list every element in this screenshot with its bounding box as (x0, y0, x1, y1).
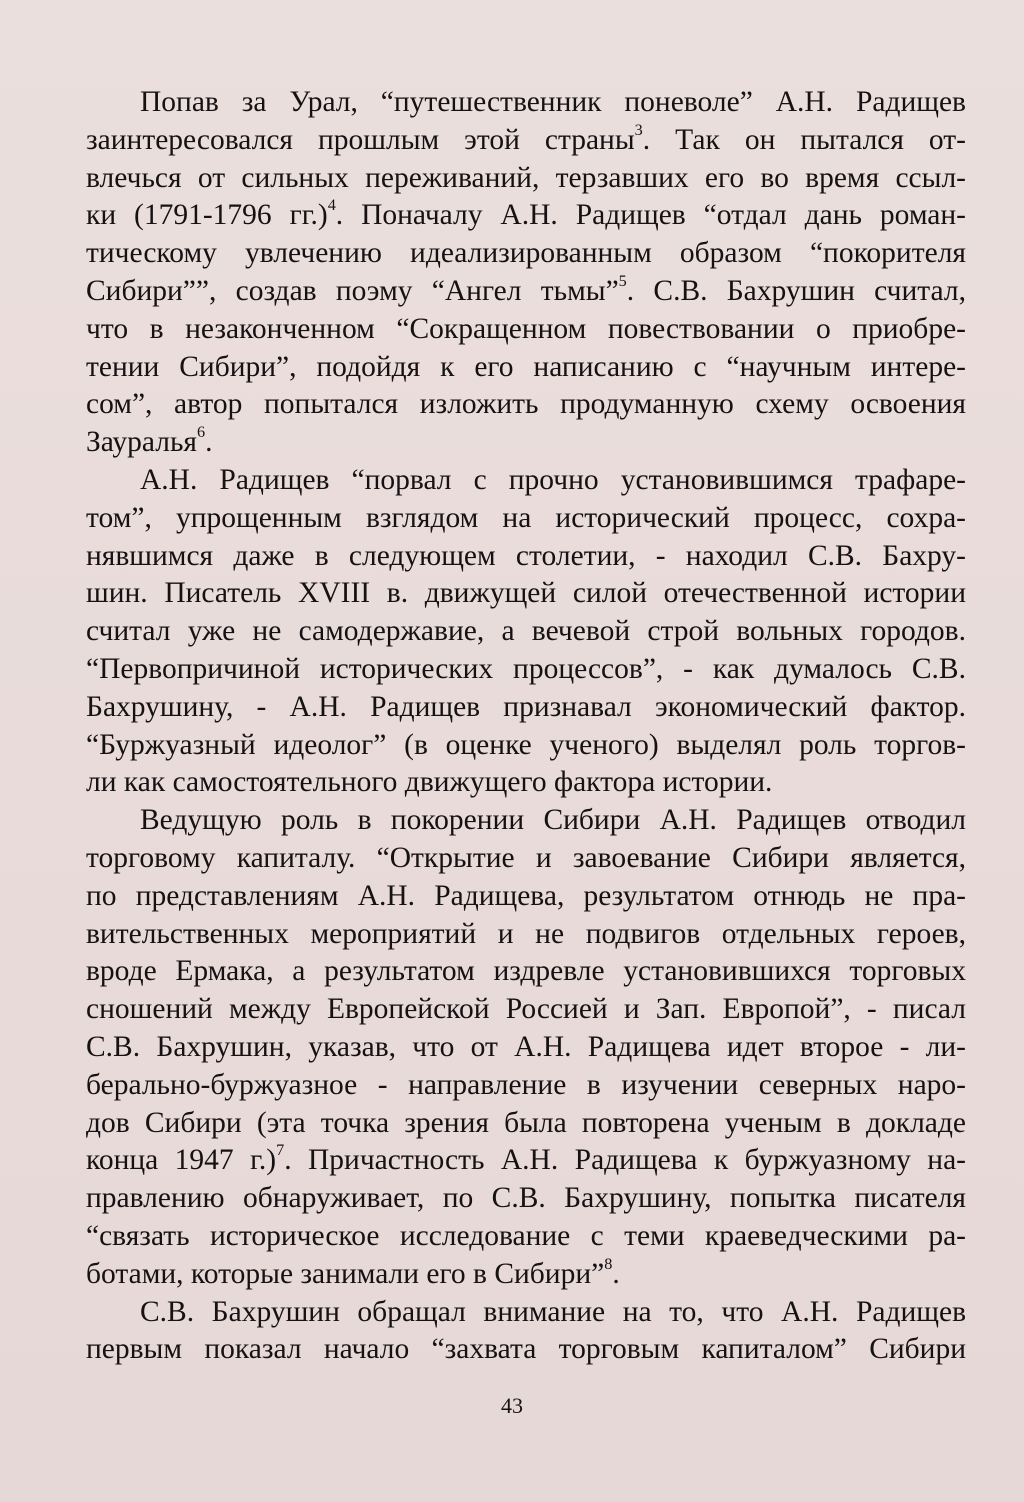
text-line: Попав за Урал, “путешественник поневоле” А.Н. Радищев (140, 86, 966, 118)
text-line: первым показал начало “захвата торговым капиталом” Сибири (86, 1333, 966, 1366)
footnote-ref: 3 (634, 121, 643, 140)
paragraph (86, 462, 966, 802)
footnote-ref: 6 (196, 423, 206, 442)
text-line: нявшимся даже в следующем столетии, - находил С.В. Бахру- (86, 539, 966, 572)
text-line: ли как самостоятельного движущего фактора истории. (86, 766, 773, 799)
text-line: сом”, автор попытался изложить продуманную схему освоения (86, 388, 966, 421)
text-line: “Буржуазный идеолог” (в оценке ученого) выделял роль торгов- (86, 728, 966, 761)
text-line: ки (1791-1796 гг.)$^4$. Поначалу А.Н. Радищев “отдал дань роман- (86, 196, 966, 232)
footnote-ref: 5 (618, 272, 627, 291)
text-line: тении Сибири”, подойдя к его написанию с “научным интере- (86, 350, 966, 383)
text-line: вительственных мероприятий и не подвигов отдельных героев, (86, 917, 966, 950)
text-line: том”, упрощенным взглядом на исторический процесс, сохра- (86, 501, 966, 534)
text-line: “связать историческое исследование с теми краеведческими ра- (86, 1219, 966, 1252)
footnote-ref: 4 (327, 196, 336, 215)
page-number: 43 (501, 1393, 523, 1418)
text-line: правлению обнаруживает, по С.В. Бахрушину, попытка писателя (86, 1182, 966, 1215)
text-line: Ведущую роль в покорении Сибири А.Н. Радищев отводил (140, 804, 966, 837)
text-line: по представлениям А.Н. Радищева, результатом отнюдь не пра- (86, 879, 966, 912)
text-line: берально-буржуазное - направление в изучении северных наро- (86, 1068, 966, 1101)
text-line: что в незаконченном “Сокращенном повествовании о приобре- (86, 312, 966, 345)
text-line: конца 1947 г.)$^7$. Причастность А.Н. Радищева к буржуазному на- (86, 1141, 966, 1177)
text-line: А.Н. Радищев “порвал с прочно установившимся трафаре- (140, 463, 966, 496)
text-line: С.В. Бахрушин обращал внимание на то, что А.Н. Радищев (140, 1295, 966, 1328)
text-line: “Первопричиной исторических процессов”, - как думалось С.В. (86, 652, 966, 685)
paragraph (86, 84, 966, 462)
footnote-ref: 7 (276, 1141, 285, 1160)
text-line: Зауралья$^6$. (86, 423, 213, 459)
footnote-ref: 8 (604, 1254, 613, 1273)
text-line: ботами, которые занимали его в Сибири”$^8$. (86, 1254, 620, 1290)
text-line: шин. Писатель XVIII в. движущей силой отечественной истории (86, 577, 966, 610)
text-line: дов Сибири (эта точка зрения была повторена ученым в докладе (86, 1106, 966, 1139)
paragraph (86, 1294, 966, 1370)
text-line: вроде Ермака, а результатом издревле установившихся торговых (86, 955, 966, 988)
text-line: заинтересовался прошлым этой страны$^3$. Так он пытался от- (86, 121, 967, 156)
paragraph (86, 802, 966, 1293)
text-line: считал уже не самодержавие, а вечевой строй вольных городов. (86, 615, 966, 648)
text-line: торговому капиталу. “Открытие и завоевание Сибири является, (86, 841, 966, 874)
text-line: Бахрушину, - А.Н. Радищев признавал экономический фактор. (86, 690, 966, 723)
text-line: Сибири””, создав поэму “Ангел тьмы”$^5$. С.В. Бахрушин считал, (86, 272, 966, 307)
body-text (86, 84, 966, 1369)
text-line: сношений между Европейской Россией и Зап. Европой”, - писал (86, 993, 966, 1026)
text-line: влечься от сильных переживаний, терзавших его во время ссыл- (86, 161, 966, 194)
text-line: тическому увлечению идеализированным образом “покорителя (86, 237, 966, 270)
text-line: С.В. Бахрушин, указав, что от А.Н. Радищева идет второе - ли- (86, 1030, 966, 1063)
